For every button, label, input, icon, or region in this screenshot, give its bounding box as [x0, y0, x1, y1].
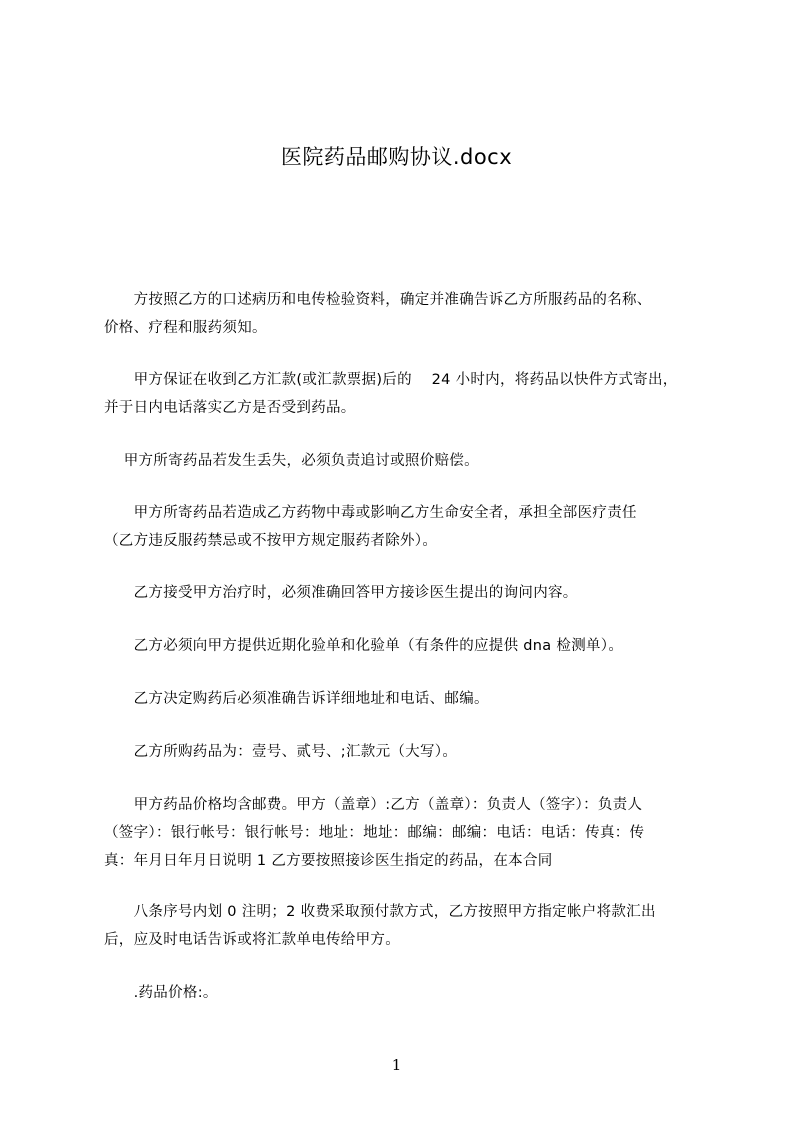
- paragraph: [104, 685, 719, 713]
- text-line: 甲方药品价格均含邮费。甲方（盖章）:乙方（盖章）：负责人（签字）：负责人: [104, 797, 643, 813]
- text-line: 甲方所寄药品若发生丢失，必须负责追讨或照价赔偿。: [104, 453, 479, 469]
- text-line: 乙方接受甲方治疗时，必须准确回答甲方接诊医生提出的询问内容。: [104, 585, 578, 601]
- paragraph: [104, 738, 719, 766]
- text-line: 真：年月日年月日说明 1 乙方要按照接诊医生指定的药品，在本合同: [104, 853, 553, 869]
- text-line: 方按照乙方的口述病历和电传检验资料，确定并准确告诉乙方所服药品的名称、: [104, 292, 652, 308]
- text-line: .药品价格:。: [104, 985, 218, 1001]
- text-line: 乙方必须向甲方提供近期化验单和化验单（有条件的应提供 dna 检测单）。: [104, 638, 624, 654]
- text-line: 后，应及时电话告诉或将汇款单电传给甲方。: [104, 932, 400, 948]
- text-line: （签字）：银行帐号：银行帐号：地址：地址：邮编：邮编：电话：电话：传真：传: [104, 825, 645, 841]
- text-line: 乙方决定购药后必须准确告诉详细地址和电话、邮编。: [104, 691, 489, 707]
- text-line: 八条序号内划 0 注明；2 收费采取预付款方式，乙方按照甲方指定帐户将款汇出: [104, 904, 656, 920]
- page-number: 1: [391, 1056, 402, 1074]
- text-line: （乙方违反服药禁忌或不按甲方规定服药者除外）。: [104, 533, 438, 549]
- paragraph: [104, 499, 719, 555]
- paragraph: [104, 286, 719, 342]
- paragraph: [104, 366, 719, 422]
- text-line: 甲方保证在收到乙方汇款(或汇款票据)后的 24 小时内，将药品以快件方式寄出，: [104, 372, 678, 388]
- text-line: 价格、疗程和服药须知。: [104, 320, 267, 336]
- paragraph: [104, 447, 719, 475]
- text-line: 甲方所寄药品若造成乙方药物中毒或影响乙方生命安全者，承担全部医疗责任: [104, 505, 637, 521]
- paragraph: [104, 791, 719, 875]
- text-line: 并于日内电话落实乙方是否受到药品。: [104, 400, 356, 416]
- document-title: 医院药品邮购协议.docx: [280, 145, 513, 169]
- text-line: 乙方所购药品为：壹号、贰号、;汇款元（大写）。: [104, 744, 458, 760]
- paragraph: [104, 579, 719, 607]
- paragraph: [104, 979, 719, 1007]
- paragraph: [104, 898, 719, 954]
- paragraph: [104, 632, 719, 660]
